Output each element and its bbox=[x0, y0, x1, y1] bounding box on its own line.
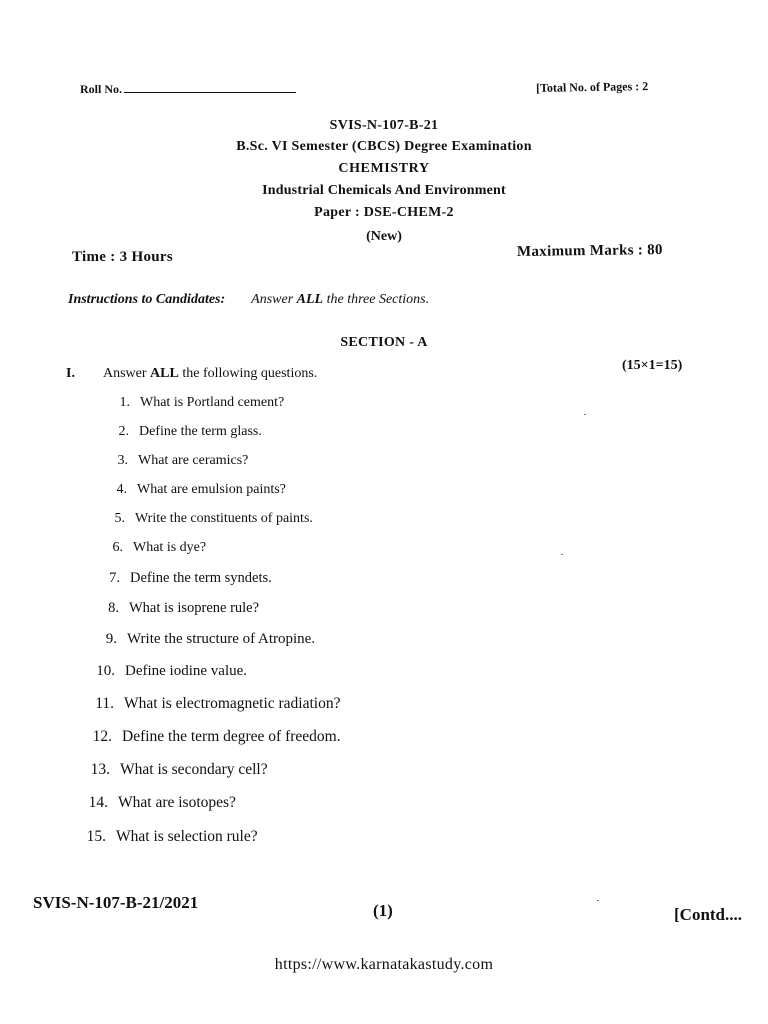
instructions-text-prefix: Answer bbox=[251, 292, 297, 307]
item-text: Define the term degree of freedom. bbox=[122, 728, 341, 745]
paper-title: Industrial Chemicals And Environment bbox=[262, 183, 506, 198]
item-text: What is electromagnetic radiation? bbox=[124, 695, 341, 712]
list-item bbox=[86, 695, 340, 713]
roll-no-blank-line bbox=[124, 82, 296, 93]
list-item bbox=[99, 482, 286, 498]
list-item bbox=[78, 828, 258, 846]
item-number: 1. bbox=[119, 395, 130, 410]
item-number: 6. bbox=[112, 540, 123, 555]
item-number: 11. bbox=[95, 695, 114, 712]
instructions-text-bold: ALL bbox=[296, 292, 324, 307]
item-text: What is Portland cement? bbox=[140, 395, 285, 410]
paper-code: Paper : DSE-CHEM-2 bbox=[314, 205, 454, 220]
scan-speck bbox=[584, 414, 586, 415]
list-item bbox=[102, 395, 284, 411]
instructions-text bbox=[251, 292, 429, 307]
item-number: 14. bbox=[88, 794, 108, 811]
instructions-text-suffix: the three Sections. bbox=[323, 292, 430, 307]
item-text: What are ceramics? bbox=[138, 453, 249, 468]
question-prompt-suffix: the following questions. bbox=[178, 366, 318, 381]
roll-no-field bbox=[80, 82, 296, 97]
item-text: What is dye? bbox=[133, 540, 207, 555]
total-pages: [Total No. of Pages : 2 bbox=[535, 79, 649, 95]
item-text: Define iodine value. bbox=[125, 663, 248, 679]
list-item bbox=[100, 453, 248, 469]
exam-edition: (New) bbox=[366, 229, 402, 244]
source-url: https://www.karnatakastudy.com bbox=[274, 956, 494, 973]
item-number: 9. bbox=[105, 631, 117, 647]
list-item bbox=[92, 570, 272, 587]
item-text: What is selection rule? bbox=[116, 828, 258, 845]
question-prompt bbox=[103, 366, 317, 382]
item-number: 3. bbox=[117, 453, 128, 468]
section-a-title: SECTION - A bbox=[340, 335, 428, 350]
item-text: Write the constituents of paints. bbox=[135, 511, 313, 526]
item-text: What are isotopes? bbox=[118, 794, 236, 811]
list-item bbox=[80, 794, 236, 812]
question-number: I. bbox=[66, 366, 75, 381]
page-number: (1) bbox=[373, 901, 393, 920]
list-item bbox=[89, 631, 315, 648]
question-prompt-bold: ALL bbox=[150, 366, 179, 381]
item-number: 7. bbox=[109, 570, 120, 586]
footer-code: SVIS-N-107-B-21/2021 bbox=[33, 893, 199, 912]
continued-marker: [Contd.... bbox=[674, 905, 743, 924]
list-item bbox=[84, 728, 341, 746]
question-marks: (15×1=15) bbox=[622, 358, 683, 373]
item-text: What is isoprene rule? bbox=[129, 600, 260, 616]
item-number: 2. bbox=[118, 424, 129, 439]
exam-time: Time : 3 Hours bbox=[72, 249, 174, 265]
item-number: 13. bbox=[90, 761, 110, 778]
max-marks: Maximum Marks : 80 bbox=[516, 241, 663, 261]
item-text: What is secondary cell? bbox=[120, 761, 268, 778]
list-item bbox=[91, 600, 259, 617]
instructions-label: Instructions to Candidates: bbox=[68, 292, 226, 307]
item-number: 4. bbox=[116, 482, 127, 497]
item-number: 15. bbox=[86, 828, 106, 845]
roll-no-label: Roll No. bbox=[80, 82, 122, 96]
list-item bbox=[101, 424, 262, 440]
item-number: 8. bbox=[108, 600, 119, 616]
item-number: 12. bbox=[92, 728, 112, 745]
item-text: Define the term glass. bbox=[139, 424, 262, 439]
item-text: Write the structure of Atropine. bbox=[127, 631, 316, 647]
item-text: Define the term syndets. bbox=[130, 570, 272, 586]
list-item bbox=[82, 761, 268, 779]
item-number: 10. bbox=[96, 663, 115, 679]
question-prompt-prefix: Answer bbox=[103, 366, 151, 381]
exam-code: SVIS-N-107-B-21 bbox=[329, 118, 439, 133]
exam-semester: B.Sc. VI Semester (CBCS) Degree Examination bbox=[236, 139, 532, 154]
scan-speck bbox=[597, 900, 599, 901]
instructions bbox=[68, 292, 429, 308]
exam-subject: CHEMISTRY bbox=[338, 161, 430, 176]
list-item bbox=[95, 540, 206, 556]
list-item bbox=[87, 663, 247, 680]
item-text: What are emulsion paints? bbox=[137, 482, 286, 497]
item-number: 5. bbox=[114, 511, 125, 526]
list-item bbox=[97, 511, 313, 527]
scan-speck bbox=[561, 554, 563, 555]
